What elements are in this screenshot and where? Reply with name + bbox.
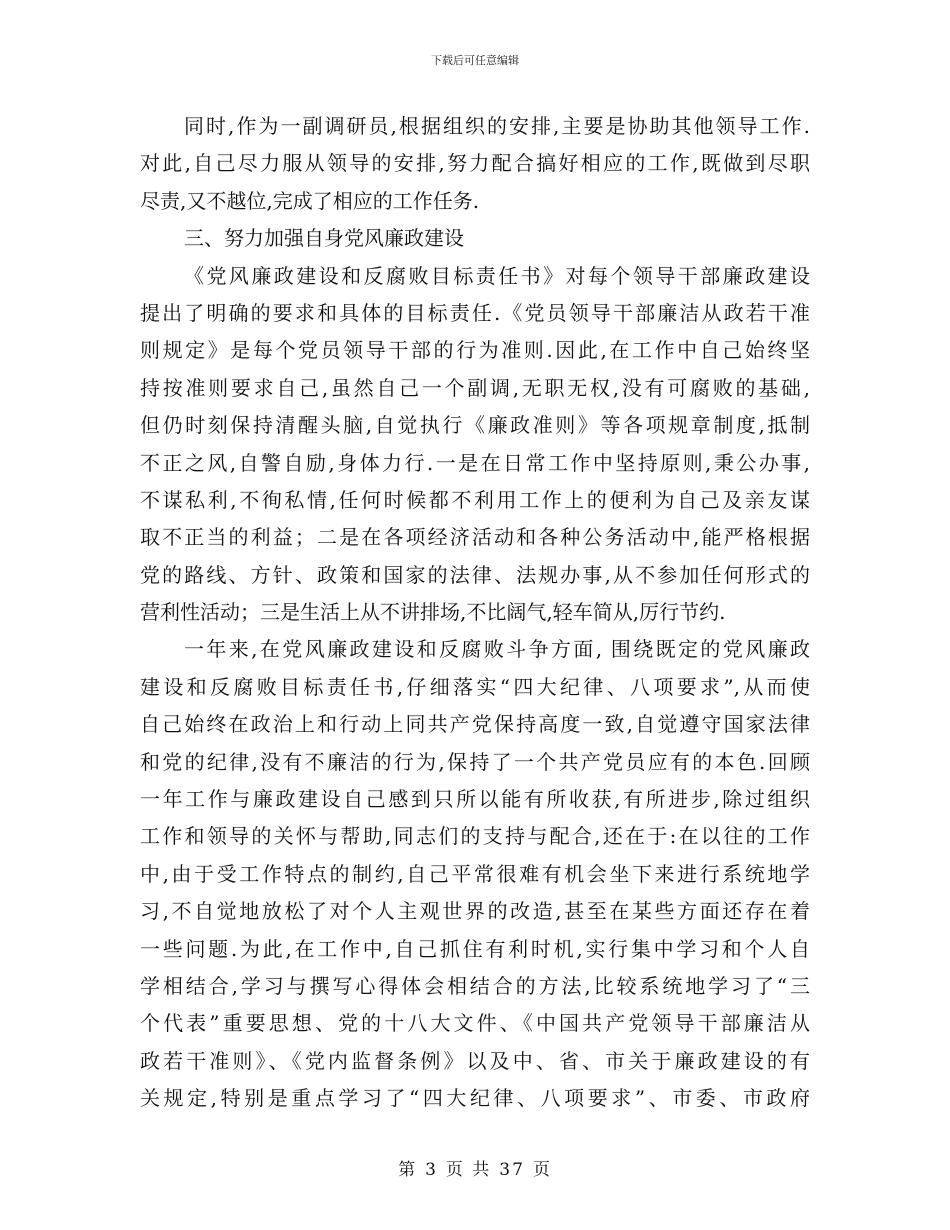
paragraph bbox=[140, 108, 810, 220]
text-line: 中,由于受工作特点的制约,自己平常很难有机会坐下来进行系统地学 bbox=[140, 861, 810, 886]
text-line: 和党的纪律,没有不廉洁的行为,保持了一个共产党员应有的本色.回顾 bbox=[140, 749, 810, 774]
text-line: 工作和领导的关怀与帮助,同志们的支持与配合,还在于:在以往的工作 bbox=[140, 824, 810, 849]
footer-prefix: 第 bbox=[398, 1160, 418, 1180]
section-heading bbox=[140, 220, 810, 257]
text-line: 政若干准则》、《党内监督条例》以及中、省、市关于廉政建设的有 bbox=[140, 1048, 810, 1073]
text-line: 但仍时刻保持清醒头脑,自觉执行《廉政准则》等各项规章制度,抵制 bbox=[140, 413, 810, 438]
footer-middle: 页 共 bbox=[445, 1160, 492, 1180]
text-line: 习,不自觉地放松了对个人主观世界的改造,甚至在某些方面还存在着 bbox=[140, 899, 810, 924]
text-line: 对此,自己尽力服从领导的安排,努力配合搞好相应的工作,既做到尽职 bbox=[140, 151, 810, 176]
paragraph bbox=[140, 631, 810, 1117]
page-number: 3 bbox=[425, 1160, 438, 1180]
text-line: 营利性活动；三是生活上从不讲排场,不比阔气,轻车简从,厉行节约. bbox=[140, 600, 726, 625]
text-line: 提出了明确的要求和具体的目标责任.《党员领导干部廉洁从政若干准 bbox=[140, 300, 810, 325]
paragraph bbox=[140, 258, 810, 632]
text-line: 不谋私利,不徇私情,任何时候都不利用工作上的便利为自己及亲友谋 bbox=[140, 487, 810, 512]
footer-suffix: 页 bbox=[532, 1160, 552, 1180]
text-line: 一些问题.为此,在工作中,自己抓住有利时机,实行集中学习和个人自 bbox=[140, 936, 810, 961]
text-line: 关规定,特别是重点学习了“四大纪律、八项要求”、市委、市政府 bbox=[140, 1086, 810, 1111]
text-line: 学相结合,学习与撰写心得体会相结合的方法,比较系统地学习了“三 bbox=[140, 973, 810, 998]
text-line: 建设和反腐败目标责任书,仔细落实“四大纪律、八项要求”,从而使 bbox=[140, 674, 810, 699]
total-pages: 37 bbox=[499, 1160, 525, 1180]
text-line: 同时,作为一副调研员,根据组织的安排,主要是协助其他领导工作. bbox=[184, 114, 810, 138]
text-line: 个代表”重要思想、党的十八大文件、《中国共产党领导干部廉洁从 bbox=[140, 1011, 810, 1036]
text-line: 取不正当的利益；二是在各项经济活动和各种公务活动中,能严格根据 bbox=[140, 525, 810, 550]
document-body bbox=[140, 108, 810, 1118]
text-line: 自己始终在政治上和行动上同共产党保持高度一致,自觉遵守国家法律 bbox=[140, 712, 810, 737]
text-line: 则规定》是每个党员领导干部的行为准则.因此,在工作中自己始终坚 bbox=[140, 338, 810, 363]
text-line: 一年工作与廉政建设自己感到只所以能有所收获,有所进步,除过组织 bbox=[140, 787, 810, 812]
text-line: 《党风廉政建设和反腐败目标责任书》对每个领导干部廉政建设 bbox=[184, 263, 810, 288]
text-line: 不正之风,自警自励,身体力行.一是在日常工作中坚持原则,秉公办事, bbox=[140, 450, 810, 475]
page-header: 下载后可任意编辑 bbox=[431, 54, 519, 67]
text-line: 持按准则要求自己,虽然自己一个副调,无职无权,没有可腐败的基础, bbox=[140, 375, 810, 400]
text-line: 三、努力加强自身党风廉政建设 bbox=[184, 226, 464, 251]
text-line: 尽责,又不越位,完成了相应的工作任务. bbox=[140, 188, 480, 213]
text-line: 党的路线、方针、政策和国家的法律、法规办事,从不参加任何形式的 bbox=[140, 562, 810, 587]
text-line: 一年来,在党风廉政建设和反腐败斗争方面, 围绕既定的党风廉政 bbox=[184, 637, 810, 662]
page-footer bbox=[0, 1155, 950, 1180]
